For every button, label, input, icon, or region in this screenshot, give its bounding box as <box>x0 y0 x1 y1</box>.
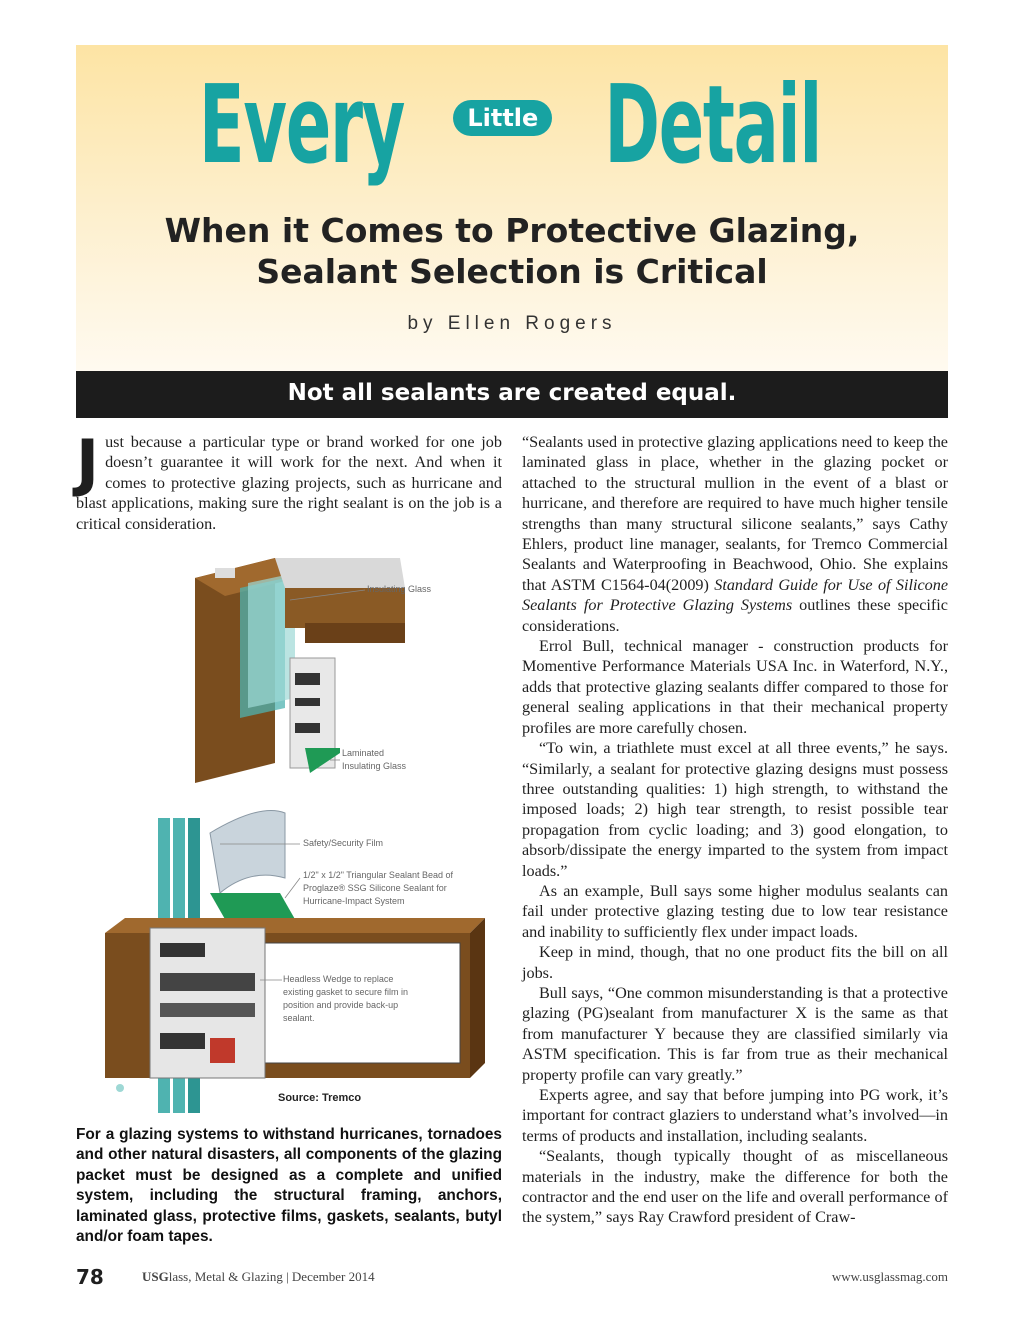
lower-frame-section <box>105 811 485 1114</box>
paragraph-6: Bull says, “One common misunderstanding is that a protective glazing (PG)sealant from manufacturer X is the same as that from manufacturer Y because they are classified similarly via ASTM specification. This is far from true as their mechanical property profile can vary greatly.” <box>522 983 948 1084</box>
subtitle-line-2: Sealant Selection is Critical <box>256 252 768 291</box>
page-footer <box>76 1265 948 1289</box>
paragraph-5: Keep in mind, though, that no one product fits the bill on all jobs. <box>522 943 948 982</box>
magazine-info <box>142 1269 375 1285</box>
subtitle <box>76 210 948 292</box>
label-bead-line-1: 1/2" x 1/2" Triangular Sealant Bead of <box>303 870 453 880</box>
glazing-figure <box>100 548 490 1113</box>
headline-detail: Detail <box>604 63 822 188</box>
paragraph-1-text-a: “Sealants used in protective glazing applications need to keep the laminated glass in place, whether in the glazing pocket or attached to the structural mullion in the event of a blast or hurricane, and therefore are required to have much higher tensile strengths than many structural silicone sealants,” says Cathy Ehlers, product line manager, sealants, for Tremco Commercial Sealants and Waterproofing in Beachwood, Ohio. She explains that ASTM C1564-04(2009) <box>522 433 948 594</box>
glazing-diagram <box>100 548 490 1113</box>
paragraph-8: “Sealants, though typically thought of as miscellaneous materials in the industry, make the difference for both the contractor and the end user on the life and overall performance of the system,” says Ray Crawford president of Craw- <box>522 1147 948 1227</box>
label-wedge-line-3: position and provide back-up <box>283 1000 399 1010</box>
figure-source: Source: Tremco <box>278 1092 362 1104</box>
label-wedge-line-4: sealant. <box>283 1013 315 1023</box>
right-column <box>522 432 948 1228</box>
magazine-issue: lass, Metal & Glazing | December 2014 <box>168 1269 375 1284</box>
paragraph-7: Experts agree, and say that before jumping into PG work, it’s important for contract glaziers to understand what’s involved—in terms of products and installation, including sealants. <box>522 1086 948 1145</box>
left-column <box>76 426 502 534</box>
subtitle-line-1: When it Comes to Protective Glazing, <box>164 211 860 250</box>
magazine-url: www.usglassmag.com <box>831 1269 948 1284</box>
paragraph-3: “To win, a triathlete must excel at all three events,” he says. “Similarly, a sealant for protective glazing designs must possess three outstanding qualities: 1) high strength, to withstand the imposed loads; 2) high tear strength, to resist possible tear propagation from cyclic loading; and 3) good elongation, to absorb/dissipate the energy imparted to the system from impact loads.” <box>522 739 948 880</box>
headline-every: Every <box>199 63 405 188</box>
paragraph-1 <box>522 432 948 636</box>
magazine-name-bold: USG <box>142 1269 169 1284</box>
intro-text: ust because a particular type or brand worked for one job doesn’t guarantee it will work for the next. And when it comes to protective glazing projects, such as hurricane and blast applications, making sure the right sealant is on the job is a critical consideration. <box>76 433 502 533</box>
astm-guide-title: Standard Guide for Use of Silicone Sealants for Protective Glazing Systems <box>522 575 948 615</box>
paragraph-1-text-b: outlines these specific considerations. <box>522 596 948 635</box>
dropcap: J <box>76 426 100 499</box>
pull-quote-bar: Not all sealants are created equal. <box>76 371 948 418</box>
intro-paragraph <box>76 426 502 534</box>
label-wedge-line-1: Headless Wedge to replace <box>283 974 394 984</box>
label-safety-film: Safety/Security Film <box>303 838 384 848</box>
label-insulating-glass: Insulating Glass <box>367 584 432 594</box>
page-number: 78 <box>76 1265 104 1289</box>
paragraph-4: As an example, Bull says some higher modulus sealants can fail under protective glazing testing due to low tear resistance and inability to sufficiently flex under impact loads. <box>522 881 948 941</box>
byline: by Ellen Rogers <box>407 313 617 334</box>
title-banner <box>76 45 948 371</box>
label-wedge-line-2: existing gasket to secure film in <box>283 987 409 997</box>
headline-little-badge: Little <box>453 100 552 136</box>
label-laminated-line-1: Laminated <box>342 748 385 758</box>
paragraph-2: Errol Bull, technical manager - construction products for Momentive Performance Materials USA Inc. in Waterford, N.Y., adds that protective glazing sealants differ compared to those for general sealing applications in that their mechanical property profiles are more carefully chosen. <box>522 637 948 737</box>
label-laminated-line-2: Insulating Glass <box>342 761 407 771</box>
headline <box>76 63 948 197</box>
label-bead-line-2: Proglaze® SSG Silicone Sealant for <box>303 883 447 893</box>
figure-caption: For a glazing systems to withstand hurricanes, tornadoes and other natural disasters, all components of the glazing packet must be designed as a complete and unified system, including the structural framing, anchors, laminated glass, protective films, gaskets, sealants, butyl and/or foam tapes. <box>76 1126 502 1246</box>
label-bead-line-3: Hurricane-Impact System <box>303 896 405 906</box>
